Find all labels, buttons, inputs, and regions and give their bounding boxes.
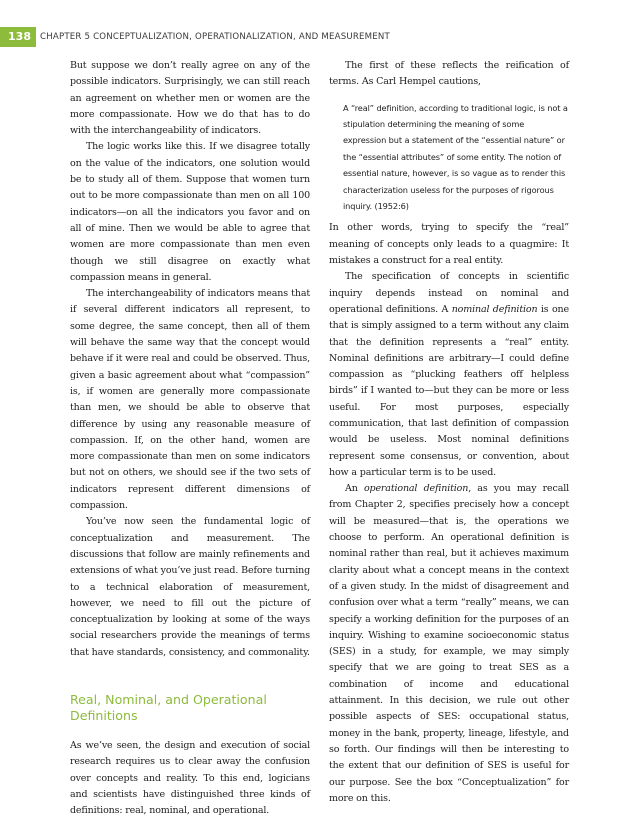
left-column (70, 58, 310, 819)
text-run: , as you may recall from Chapter 2, specifies precisely how a concept will be measured—that is, the operations we choose to perform. An operational definition is nominal rather than real, but it achieves maximum clarity about what a concept means in the context of a given study. In the midst of disagreement and confusion over what a term “really” means, we can specify a working definition for the purposes of an inquiry. Wishing to examine socioeconomic status (SES) in a study, for example, we may simply specify that we are going to treat SES as a combination of income and educational attainment. In this decision, we rule out other possible aspects of SES: occupational status, money in the bank, property, lineage, lifestyle, and so forth. Our findings will then be interesting to the extent that our definition of SES is useful for our purpose. See the box “Conceptualization” for more on this. (329, 483, 569, 804)
block-quote: A “real” definition, according to traditional logic, is not a stipulation determining the meaning of some expression but a statement of the “essential nature” or the “essential attributes” of some entity. The notion of essential nature, however, is so vague as to render this characterization useless for the purposes of rigorous inquiry. (1952:6) (343, 102, 568, 212)
section-heading: Real, Nominal, and Operational Definitions (70, 691, 267, 723)
right-column (329, 58, 569, 807)
paragraph: The interchangeability of indicators means that if several different indicators all represent, to some degree, the same concept, then all of them will behave the same way that the concept would behave if it were real and could be observed. Thus, given a basic agreement about what “compassion” is, if women are generally more compassionate than men, we should be able to observe that difference by using any reasonable measure of compassion. If, on the other hand, women are more compassionate than men on some indicators but not on others, we should see if the two sets of indicators represent different dimensions of compassion. (70, 288, 310, 512)
paragraph: But suppose we don’t really agree on any of the possible indicators. Surprisingly, we can still reach an agreement on whether men or women are the more compassionate. How we do that has to do with the interchangeability of indicators. (70, 60, 310, 137)
term-operational-definition: operational definition (363, 483, 469, 495)
paragraph: The logic works like this. If we disagree totally on the value of the indicators, one solution would be to study all of them. Suppose that women turn out to be more compassionate than men on all 100 indicators—on all the indicators you favor and on all of mine. Then we would be able to agree that women are more compassionate than men even though we still disagree on exactly what compassion means in general. (70, 141, 310, 283)
paragraph (329, 481, 569, 807)
text-run: is one that is simply assigned to a term without any claim that the definition represents a “real” entity. Nominal definitions are arbitrary—I could define compassion as “plucking feathers off helpless birds” if I wanted to—but they can be more or less useful. For most purposes, especially communication, that last definition of compassion would be useless. Most nominal definitions represent some consensus, or convention, about how a particular term is to be used. (329, 303, 569, 478)
term-nominal-definition: nominal definition (451, 303, 538, 315)
paragraph: You’ve now seen the fundamental logic of conceptualization and measurement. The discussions that follow are mainly refinements and extensions of what you’ve just read. Before turning to a technical elaboration of measurement, however, we need to fill out the picture of conceptualization by looking at some of the ways social researchers provide the meanings of terms that have standards, consistency, and commonality. (70, 516, 310, 658)
chapter-running-head: CHAPTER 5 CONCEPTUALIZATION, OPERATIONALIZATION, AND MEASUREMENT (40, 32, 390, 42)
paragraph: The first of these reflects the reification of terms. As Carl Hempel cautions, (329, 60, 569, 88)
text-run: An (345, 483, 364, 495)
paragraph (329, 269, 569, 481)
text-run: The specification of concepts in scientific inquiry depends instead on nominal and operational definitions. A (329, 271, 569, 315)
paragraph: In other words, trying to specify the “real” meaning of concepts only leads to a quagmire: It mistakes a construct for a real entity. (329, 222, 569, 267)
paragraph: As we’ve seen, the design and execution of social research requires us to clear away the confusion over concepts and reality. To this end, logicians and scientists have distinguished three kinds of definitions: real, nominal, and operational. (70, 739, 310, 817)
page-number: 138 (0, 27, 36, 47)
